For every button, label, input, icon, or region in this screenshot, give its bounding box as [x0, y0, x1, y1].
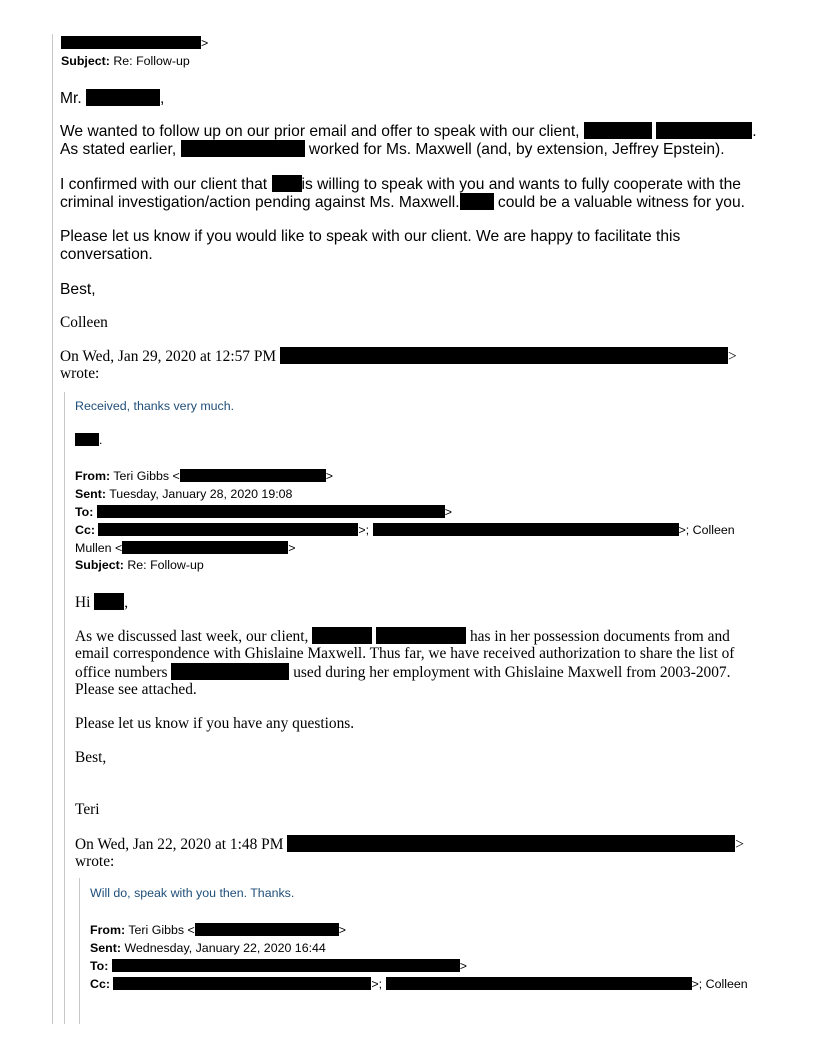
redaction: [113, 977, 371, 990]
header-2-from: From: Teri Gibbs < >: [90, 923, 347, 937]
header-1-cc: Cc: >; >; Colleen: [75, 523, 735, 537]
redaction: [98, 523, 358, 536]
header-2-to: To: >: [90, 959, 468, 973]
header-1-to: To: >: [75, 505, 453, 519]
redaction: [312, 627, 372, 644]
quote-intro-2-line-2: wrote:: [75, 853, 115, 870]
redaction: [180, 469, 326, 482]
redaction: [97, 505, 445, 518]
quote-bar-level-2: [79, 878, 80, 1024]
quote-bar-outer: [52, 34, 53, 1024]
paragraph-3-line-1: Please let us know if you would like to speak with our client. We are happy to facilitate this: [60, 228, 681, 245]
header-2-sent: Sent: Wednesday, January 22, 2020 16:44: [90, 941, 326, 955]
reply-1-text: Received, thanks very much.: [75, 399, 235, 413]
redaction: [112, 959, 460, 972]
quote-intro-1-line-2: wrote:: [60, 365, 100, 382]
salutation: Mr. ,: [60, 90, 165, 107]
message-2-line-1: As we discussed last week, our client, has in her possession documents from and: [75, 628, 730, 645]
quote-intro-2-line-1: On Wed, Jan 22, 2020 at 1:48 PM >: [75, 836, 744, 853]
subject-value: Re: Follow-up: [113, 54, 190, 68]
reply-2-text: Will do, speak with you then. Thanks.: [90, 886, 295, 900]
paragraph-2-line-2: criminal investigation/action pending against Ms. Maxwell. could be a valuable witness for you.: [60, 194, 745, 211]
redaction: [122, 541, 288, 554]
subject-label: Subject:: [61, 54, 110, 68]
paragraph-3-line-2: conversation.: [60, 246, 153, 263]
redaction: [376, 627, 466, 644]
header-1-cc-line-2: Mullen < >: [75, 541, 296, 555]
top-subject-line: [61, 54, 190, 68]
header-1-from: From: Teri Gibbs < >: [75, 469, 334, 483]
paragraph-1-line-1: We wanted to follow up on our prior email and offer to speak with our client, .: [60, 123, 757, 140]
redaction: [195, 923, 339, 936]
redaction: [86, 89, 160, 106]
paragraph-2-line-1: I confirmed with our client that is willing to speak with you and wants to fully cooperate with the: [60, 176, 741, 193]
closing: Best,: [60, 281, 96, 298]
redaction: [584, 122, 652, 139]
redaction: [61, 36, 201, 49]
greeting-hi: Hi ,: [75, 594, 129, 611]
redaction: [287, 835, 735, 852]
quote-bar-level-1: [64, 392, 65, 1024]
message-2-line-2: email correspondence with Ghislaine Maxwell. Thus far, we have received authorization to share the list of: [75, 645, 735, 662]
message-2-line-4: Please see attached.: [75, 681, 197, 698]
message-2-closing: Best,: [75, 749, 107, 766]
redaction: [373, 523, 679, 536]
signature-colleen: Colleen: [60, 314, 108, 331]
quote-intro-1-line-1: On Wed, Jan 29, 2020 at 12:57 PM >: [60, 348, 737, 365]
header-2-cc: Cc: >; >; Colleen: [90, 977, 748, 991]
redaction: [94, 593, 124, 610]
message-2-line-3: office numbers used during her employment with Ghislaine Maxwell from 2003-2007.: [75, 664, 731, 681]
redaction: [171, 663, 289, 680]
signature-teri: Teri: [75, 801, 100, 818]
reply-1-sign: .: [75, 433, 102, 447]
header-1-subject: Subject: Re: Follow-up: [75, 558, 204, 572]
redaction: [280, 347, 728, 364]
redaction: [460, 193, 494, 210]
redaction: [181, 140, 305, 157]
redaction: [75, 433, 99, 446]
top-to-line: >: [61, 36, 208, 50]
paragraph-1-line-2: As stated earlier, worked for Ms. Maxwell (and, by extension, Jeffrey Epstein).: [60, 141, 725, 158]
redaction: [386, 977, 692, 990]
redaction: [272, 175, 302, 192]
message-2-questions: Please let us know if you have any questions.: [75, 715, 355, 732]
header-1-sent: Sent: Tuesday, January 28, 2020 19:08: [75, 487, 293, 501]
redaction: [656, 122, 752, 139]
